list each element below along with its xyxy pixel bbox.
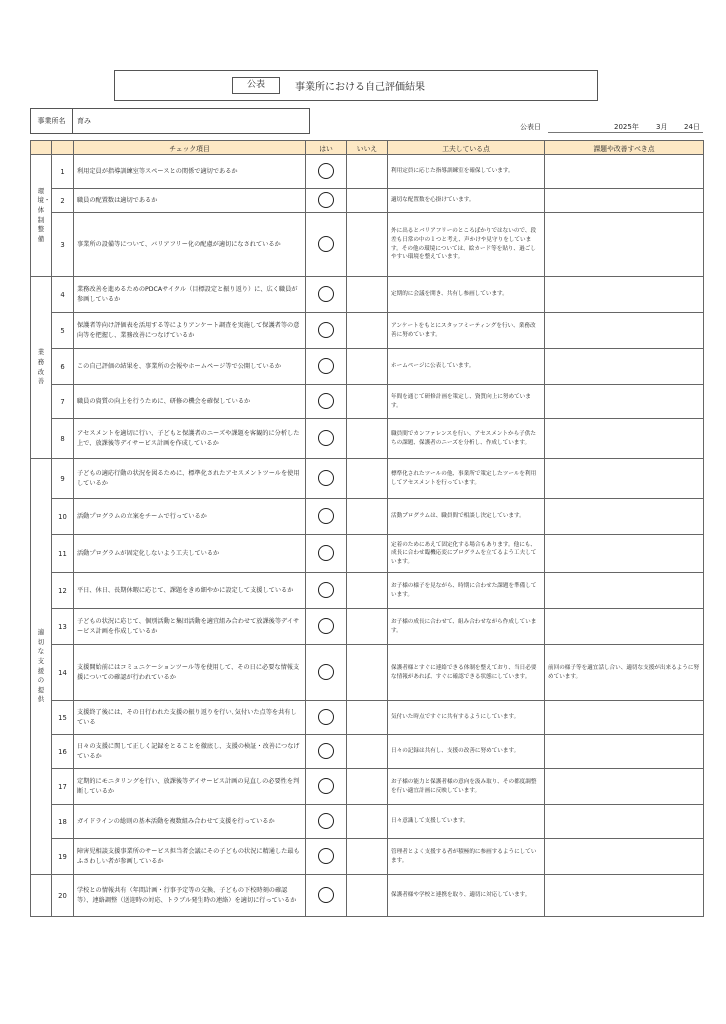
effort-text: 標準化されたツールの他、事業所で策定したツールを利用してアセスメントを行っています。 (388, 459, 545, 499)
effort-text: 年間を通じて研修計画を策定し、資質向上に努めています。 (388, 385, 545, 419)
item-number: 3 (52, 213, 74, 277)
no-cell (347, 499, 388, 535)
item-header: チェック項目 (74, 141, 306, 155)
circle-mark-icon (318, 430, 334, 446)
item-number: 2 (52, 189, 74, 213)
issue-text (545, 805, 704, 839)
item-text: 利用定員が指導訓練室等スペースとの関係で適切であるか (74, 155, 306, 189)
effort-text: 職員間でカンファレンスを行い、アセスメントから子供たちの課題、保護者のニーズを分析し、作成しています。 (388, 419, 545, 459)
pub-date-day: 24日 (684, 123, 700, 131)
effort-text: お子様の成長に合わせて、組み合わせながら作成しています。 (388, 609, 545, 645)
issue-text (545, 459, 704, 499)
no-cell (347, 155, 388, 189)
effort-text: 適切な配置数を心掛けています。 (388, 189, 545, 213)
item-number: 8 (52, 419, 74, 459)
table-body (31, 155, 704, 917)
issue-text (545, 499, 704, 535)
table-row (31, 459, 704, 499)
item-text: アセスメントを適切に行い、子どもと保護者のニーズや課題を客観的に分析した上で、放課後等デイサービス計画を作成しているか (74, 419, 306, 459)
no-cell (347, 769, 388, 805)
office-box (30, 108, 310, 134)
no-cell (347, 805, 388, 839)
table-row (31, 499, 704, 535)
item-text: 事業所の設備等について、バリアフリー化の配慮が適切になされているか (74, 213, 306, 277)
yes-cell (306, 875, 347, 917)
no-cell (347, 645, 388, 701)
circle-mark-icon (318, 236, 334, 252)
item-number: 4 (52, 277, 74, 313)
table-row (31, 609, 704, 645)
effort-header: 工夫している点 (388, 141, 545, 155)
circle-mark-icon (318, 192, 334, 208)
category-cell (31, 277, 52, 459)
category-label: 適切な支援の提供 (37, 628, 45, 704)
item-text: 保護者等向け評価表を活用する等によりアンケート調査を実施して保護者等の意向等を把握し、業務改善につなげているか (74, 313, 306, 349)
item-number: 9 (52, 459, 74, 499)
item-number: 12 (52, 573, 74, 609)
yes-cell (306, 701, 347, 735)
no-cell (347, 313, 388, 349)
item-number: 13 (52, 609, 74, 645)
issue-text (545, 609, 704, 645)
yes-cell (306, 349, 347, 385)
item-text: 障害児相談支援事業所のサービス担当者会議にその子どもの状況に精通した最もふさわしい者が参画しているか (74, 839, 306, 875)
circle-mark-icon (318, 743, 334, 759)
yes-cell (306, 769, 347, 805)
table-row (31, 839, 704, 875)
no-cell (347, 213, 388, 277)
table-row (31, 645, 704, 701)
circle-mark-icon (318, 508, 334, 524)
issue-text: 前回の様子等を適宜話し合い、適切な支援が出来るように努めています。 (545, 645, 704, 701)
issue-text (545, 349, 704, 385)
table-row (31, 875, 704, 917)
issue-text (545, 573, 704, 609)
table-row (31, 769, 704, 805)
effort-text: お子様の様子を見ながら、時期に合わせた課題を準備しています。 (388, 573, 545, 609)
no-cell (347, 419, 388, 459)
category-cell (31, 155, 52, 277)
no-cell (347, 735, 388, 769)
effort-text: 活動プログラムは、職員間で相談し決定しています。 (388, 499, 545, 535)
issue-text (545, 535, 704, 573)
issue-header: 課題や改善すべき点 (545, 141, 704, 155)
yes-cell (306, 735, 347, 769)
effort-text: 日々意識して支援しています。 (388, 805, 545, 839)
item-number: 16 (52, 735, 74, 769)
pub-date-underline (548, 132, 703, 133)
table-row (31, 349, 704, 385)
page-title: 事業所における自己評価結果 (295, 82, 425, 93)
yes-cell (306, 499, 347, 535)
circle-mark-icon (318, 545, 334, 561)
yes-cell (306, 213, 347, 277)
item-text: 職員の配置数は適切であるか (74, 189, 306, 213)
no-cell (347, 385, 388, 419)
table-row (31, 385, 704, 419)
no-cell (347, 573, 388, 609)
item-number: 6 (52, 349, 74, 385)
circle-mark-icon (318, 848, 334, 864)
no-cell (347, 701, 388, 735)
item-text: 職員の資質の向上を行うために、研修の機会を確保しているか (74, 385, 306, 419)
effort-text: アンケートをもとにスタッフミーティングを行い、業務改善に努めています。 (388, 313, 545, 349)
effort-text: 定着のためにあえて固定化する場合もあります。他にも、成長に合わせ臨機応変にプログラムを立てるよう工夫しています。 (388, 535, 545, 573)
yes-cell (306, 419, 347, 459)
pub-date-label: 公表日 (520, 123, 541, 131)
effort-text: 日々の記録は共有し、支援の改善に努めています。 (388, 735, 545, 769)
no-cell (347, 535, 388, 573)
effort-text: 利用定員に応じた指導訓練室を確保しています。 (388, 155, 545, 189)
yes-cell (306, 839, 347, 875)
effort-text: 保護者様とすぐに連絡できる体制を整えており、当日必要な情報があれば、すぐに確認できる状態にしています。 (388, 645, 545, 701)
item-text: この自己評価の結果を、事業所の会報やホームページ等で公開しているか (74, 349, 306, 385)
number-header (52, 141, 74, 155)
circle-mark-icon (318, 393, 334, 409)
item-number: 14 (52, 645, 74, 701)
circle-mark-icon (318, 358, 334, 374)
table-row (31, 805, 704, 839)
no-cell (347, 609, 388, 645)
circle-mark-icon (318, 664, 334, 680)
circle-mark-icon (318, 887, 334, 903)
item-number: 15 (52, 701, 74, 735)
item-text: 子どもの適応行動の状況を図るために、標準化されたアセスメントツールを使用しているか (74, 459, 306, 499)
item-number: 17 (52, 769, 74, 805)
issue-text (545, 213, 704, 277)
evaluation-table (30, 140, 704, 917)
item-number: 18 (52, 805, 74, 839)
yes-cell (306, 609, 347, 645)
no-cell (347, 459, 388, 499)
effort-text: お子様の能力と保護者様の意向を汲み取り、その都度調整を行い適宜計画に反映しています。 (388, 769, 545, 805)
item-text: ガイドラインの総則の基本活動を複数組み合わせて支援を行っているか (74, 805, 306, 839)
yes-cell (306, 155, 347, 189)
category-cell (31, 875, 52, 917)
yes-cell (306, 535, 347, 573)
public-badge: 公表 (232, 77, 280, 94)
issue-text (545, 701, 704, 735)
yes-cell (306, 645, 347, 701)
item-number: 19 (52, 839, 74, 875)
yes-cell (306, 277, 347, 313)
table-row (31, 213, 704, 277)
issue-text (545, 313, 704, 349)
effort-text: 定期的に会議を開き、共有し参画しています。 (388, 277, 545, 313)
no-header: いいえ (347, 141, 388, 155)
yes-cell (306, 313, 347, 349)
title-box (114, 70, 598, 101)
circle-mark-icon (318, 618, 334, 634)
issue-text (545, 875, 704, 917)
effort-text: 気付いた時点ですぐに共有するようにしています。 (388, 701, 545, 735)
item-text: 学校との情報共有（年間計画・行事予定等の交換、子どもの下校時刻の確認等）、連絡調整（送迎時の対応、トラブル発生時の連絡）を適切に行っているか (74, 875, 306, 917)
office-name: 育み (77, 117, 91, 125)
issue-text (545, 277, 704, 313)
no-cell (347, 875, 388, 917)
table-row (31, 535, 704, 573)
item-number: 10 (52, 499, 74, 535)
item-text: 平日、休日、長期休暇に応じて、課題をきめ細やかに設定して支援しているか (74, 573, 306, 609)
effort-text: 外に出るとバリアフリーのところばかりではないので、段差も日常の中の１つと考え、声かけや見守りをしています。その他の環境については、絵カード等を貼り、過ごしやすい環境を整えています。 (388, 213, 545, 277)
item-text: 子どもの状況に応じて、個別活動と集団活動を適宜組み合わせて放課後等デイサービス計画を作成しているか (74, 609, 306, 645)
item-text: 支援開始前にはコミュニケーションツール等を使用して、その日に必要な情報支援についての確認が行われているか (74, 645, 306, 701)
circle-mark-icon (318, 813, 334, 829)
no-cell (347, 839, 388, 875)
office-label: 事業所名 (31, 109, 73, 133)
yes-cell (306, 573, 347, 609)
yes-header: はい (306, 141, 347, 155)
circle-mark-icon (318, 470, 334, 486)
circle-mark-icon (318, 322, 334, 338)
table-row (31, 573, 704, 609)
item-number: 7 (52, 385, 74, 419)
table-row (31, 735, 704, 769)
no-cell (347, 189, 388, 213)
issue-text (545, 735, 704, 769)
yes-cell (306, 189, 347, 213)
item-number: 5 (52, 313, 74, 349)
pub-date-year: 2025年 (614, 123, 639, 131)
issue-text (545, 189, 704, 213)
table-header-row (31, 141, 704, 155)
pub-date-month: 3月 (656, 123, 668, 131)
circle-mark-icon (318, 709, 334, 725)
circle-mark-icon (318, 163, 334, 179)
yes-cell (306, 385, 347, 419)
circle-mark-icon (318, 286, 334, 302)
table-row (31, 701, 704, 735)
issue-text (545, 155, 704, 189)
issue-text (545, 769, 704, 805)
table-row (31, 155, 704, 189)
item-text: 業務改善を進めるためのPDCAサイクル（目標設定と振り返り）に、広く職員が参画しているか (74, 277, 306, 313)
item-text: 活動プログラムが固定化しないよう工夫しているか (74, 535, 306, 573)
item-text: 支援終了後には、その日行われた支援の振り返りを行い､気付いた点等を共有している (74, 701, 306, 735)
effort-text: 管理者とよく支援する者が積極的に参画するようにしています。 (388, 839, 545, 875)
item-text: 日々の支援に関して正しく記録をとることを徹底し、支援の検証・改善につなげているか (74, 735, 306, 769)
table-row (31, 419, 704, 459)
circle-mark-icon (318, 582, 334, 598)
no-cell (347, 277, 388, 313)
table-row (31, 277, 704, 313)
item-number: 1 (52, 155, 74, 189)
item-number: 20 (52, 875, 74, 917)
issue-text (545, 419, 704, 459)
item-text: 活動プログラムの立案をチームで行っているか (74, 499, 306, 535)
yes-cell (306, 459, 347, 499)
yes-cell (306, 805, 347, 839)
circle-mark-icon (318, 778, 334, 794)
table-row (31, 189, 704, 213)
category-cell (31, 459, 52, 875)
no-cell (347, 349, 388, 385)
issue-text (545, 839, 704, 875)
item-number: 11 (52, 535, 74, 573)
category-header (31, 141, 52, 155)
effort-text: 保護者様や学校と連携を取り、適切に対応しています。 (388, 875, 545, 917)
category-label: 業務改善 (37, 348, 45, 386)
category-label: 環境・体制整備 (37, 186, 51, 243)
effort-text: ホームページに公表しています。 (388, 349, 545, 385)
issue-text (545, 385, 704, 419)
item-text: 定期的にモニタリングを行い、放課後等デイサービス計画の見直しの必要性を判断しているか (74, 769, 306, 805)
table-row (31, 313, 704, 349)
